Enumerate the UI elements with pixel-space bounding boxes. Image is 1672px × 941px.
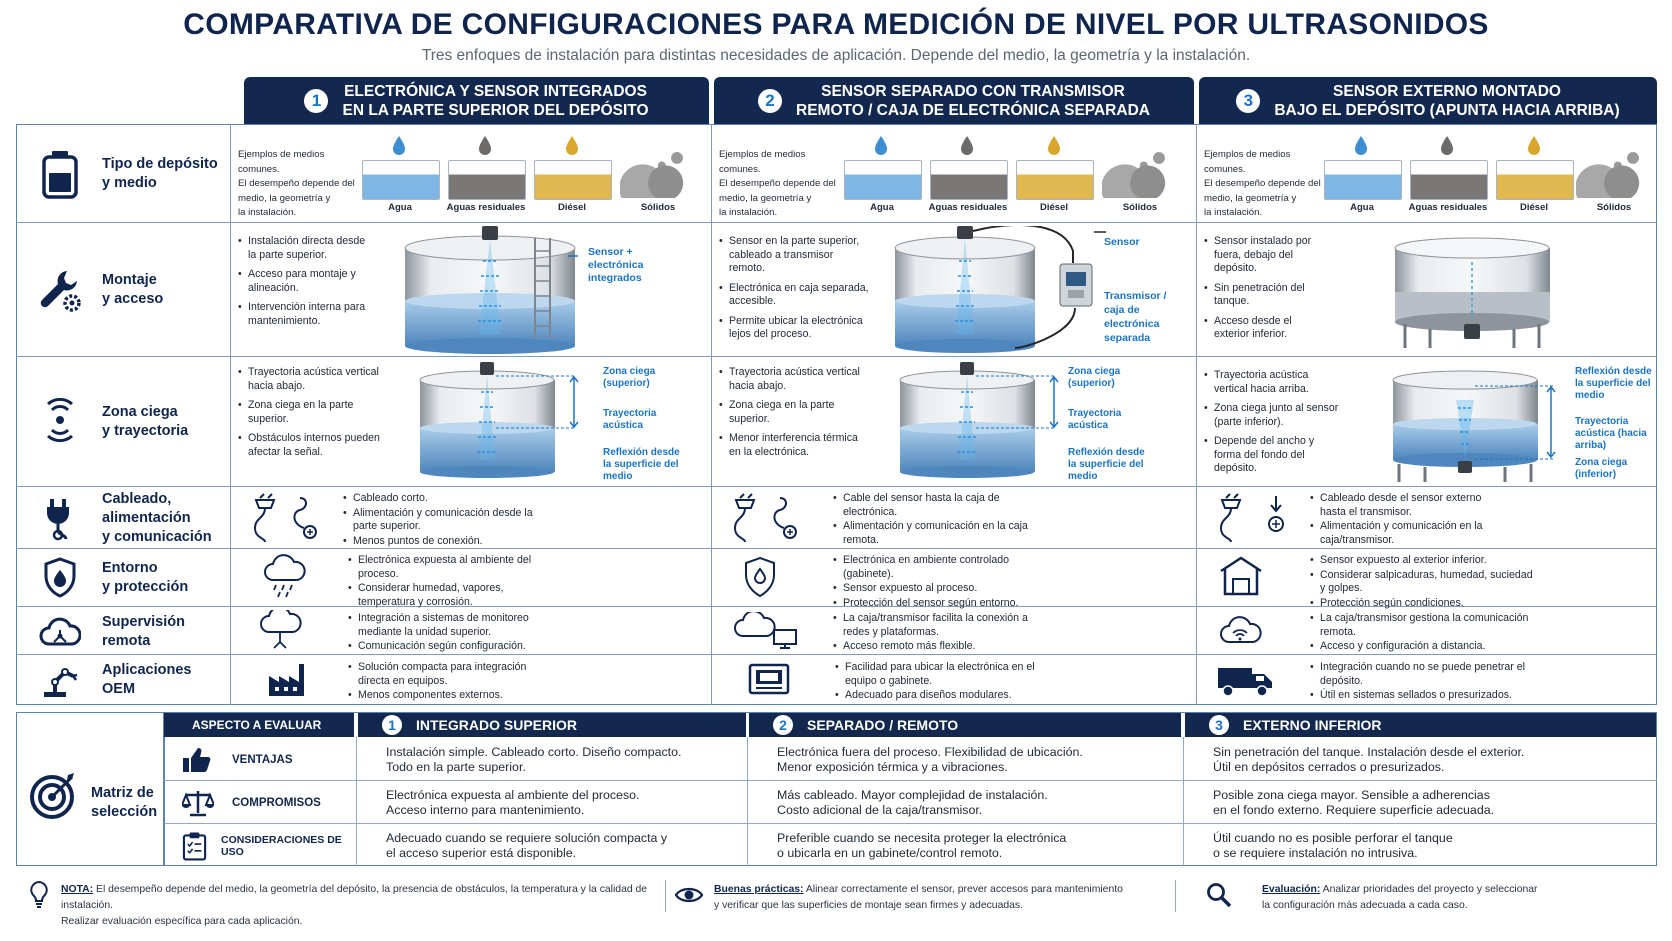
list-item: • Útil en sistemas sellados o presurizados. xyxy=(1310,689,1560,703)
diesel-swatch xyxy=(1016,160,1094,200)
diesel-swatch xyxy=(1496,160,1574,200)
water-swatch xyxy=(362,160,440,200)
cloud-wifi-icon xyxy=(1218,612,1264,650)
media-label: Diésel xyxy=(1520,202,1548,213)
media-intro xyxy=(238,148,356,221)
list-item: • Electrónica en ambiente controlado (gabinete). xyxy=(833,554,1053,581)
wastewater-drop-icon xyxy=(1440,136,1454,156)
matrix-cell xyxy=(1213,831,1653,861)
media-intro-line: Ejemplos de medios comunes. xyxy=(238,149,325,175)
media-label: Aguas residuales xyxy=(446,202,526,213)
aspect-header xyxy=(164,713,354,737)
list-item: • Trayectoria acústica vertical hacia arriba. xyxy=(1204,369,1344,396)
footer-eval-label: Evaluación: xyxy=(1262,884,1321,895)
list-item: • Intervención interna para mantenimiento. xyxy=(238,301,368,328)
media-label: Aguas residuales xyxy=(1408,202,1488,213)
matrix-col-header-3 xyxy=(1185,713,1656,737)
column-number-badge: 3 xyxy=(1236,89,1260,113)
matrix-cell-line: Preferible cuando se necesita proteger la electrónica xyxy=(777,831,1067,845)
list-item: • Acceso y configuración a distancia. xyxy=(1310,640,1540,654)
list-item: • Sensor expuesto al exterior inferior. xyxy=(1310,554,1540,568)
supervision-bullets-c1 xyxy=(348,612,548,655)
list-item: • Alimentación y comunicación en la caja remota. xyxy=(833,520,1033,547)
media-intro-line: El desempeño depende del xyxy=(1204,178,1321,189)
list-item: • Trayectoria acústica vertical hacia abajo. xyxy=(719,366,864,393)
matrix-cell-line: Útil cuando no es posible perforar el tanque xyxy=(1213,831,1453,845)
media-intro xyxy=(1204,148,1322,221)
matrix-divider xyxy=(747,737,748,866)
matrix-row-compromisos xyxy=(182,786,362,820)
reflection-label: Reflexión desde la superficie del medio xyxy=(1068,447,1145,482)
column-header-1 xyxy=(244,77,709,124)
grid-divider xyxy=(16,486,1657,487)
wastewater-swatch xyxy=(448,160,526,200)
zona-bullets-c2 xyxy=(719,366,864,465)
acoustic-path-label: Trayectoria acústica (hacia arriba) xyxy=(1575,416,1647,451)
matrix-cell-line: Costo adicional de la caja/transmisor. xyxy=(777,803,983,817)
eye-icon xyxy=(674,885,704,905)
list-item: • Cable del sensor hasta la caja de electrónica. xyxy=(833,492,1033,519)
list-item: • Protección según condiciones. xyxy=(1310,597,1540,611)
matrix-cell xyxy=(777,745,1177,775)
wrench-gear-icon xyxy=(32,265,88,315)
media-intro-line: Ejemplos de medios comunes. xyxy=(1204,149,1291,175)
montaje-bullets-c2 xyxy=(719,235,869,348)
diesel-drop-icon xyxy=(565,136,579,156)
balance-scale-icon xyxy=(182,789,214,817)
matrix-cell-line: Más cableado. Mayor complejidad de instalación. xyxy=(777,788,1048,802)
row-label-text: Zona ciega xyxy=(102,404,178,420)
row-label-tipo xyxy=(16,128,230,220)
diesel-swatch xyxy=(534,160,612,200)
list-item: • Acceso remoto más flexible. xyxy=(833,640,1043,654)
footer-divider xyxy=(665,880,666,912)
list-item: • La caja/transmisor facilita la conexión a redes y plataformas. xyxy=(833,612,1043,639)
media-label: Diésel xyxy=(558,202,586,213)
blind-zone-top-illustration-c2 xyxy=(890,362,1065,484)
row-label-oem xyxy=(16,656,230,704)
reflection-label: Reflexión desde la superficie del medio xyxy=(603,447,680,482)
oem-bullets-c3 xyxy=(1310,661,1560,704)
cableado-bullets-c1 xyxy=(343,492,543,549)
media-label: Agua xyxy=(870,202,894,213)
media-intro-line: medio, la geometría y xyxy=(719,192,812,204)
matrix-number-badge: 2 xyxy=(773,715,793,735)
matrix-divider xyxy=(1183,737,1184,866)
row-label-cableado xyxy=(16,489,230,547)
acoustic-path-label: Trayectoria acústica xyxy=(1068,408,1122,431)
matrix-cell-line: Menor exposición térmica y a vibraciones. xyxy=(777,760,1008,774)
grid-divider xyxy=(230,124,231,705)
footer-practices-text: Alinear correctamente el sensor, prever accesos para mantenimiento xyxy=(803,884,1123,895)
checklist-icon xyxy=(182,831,207,861)
list-item: • Acceso desde el exterior inferior. xyxy=(1204,315,1329,342)
list-item: • Solución compacta para integración directa en equipos. xyxy=(348,661,558,688)
plug-cable-icons-c3 xyxy=(1216,492,1296,544)
list-item: • Permite ubicar la electrónica lejos del proceso. xyxy=(719,315,869,342)
aspect-header-text: ASPECTO A EVALUAR xyxy=(192,718,322,732)
oem-bullets-c2 xyxy=(835,661,1055,704)
media-set xyxy=(1322,136,1652,216)
matrix-row-ventajas xyxy=(182,743,362,777)
matrix-title xyxy=(91,784,157,822)
media-intro-line: la instalación. xyxy=(719,207,778,218)
column-header-3 xyxy=(1199,77,1657,124)
grid-divider xyxy=(16,222,1657,223)
cableado-bullets-c2 xyxy=(833,492,1033,548)
media-label: Agua xyxy=(1350,202,1374,213)
supervision-bullets-c3 xyxy=(1310,612,1540,655)
list-item: • Alimentación y comunicación desde la parte superior. xyxy=(343,507,543,534)
supervision-bullets-c2 xyxy=(833,612,1043,655)
media-intro-line: la instalación. xyxy=(1204,207,1263,218)
matrix-col-title: SEPARADO / REMOTO xyxy=(807,717,959,733)
blind-zone-label: Zona ciega (superior) xyxy=(603,366,656,389)
column-title-line: REMOTO / CAJA DE ELECTRÓNICA SEPARADA xyxy=(796,101,1150,119)
rain-cloud-icon xyxy=(262,554,310,598)
oem-bullets-c1 xyxy=(348,661,558,704)
diesel-drop-icon xyxy=(1527,136,1541,156)
matrix-cell xyxy=(386,745,741,775)
wastewater-swatch xyxy=(930,160,1008,200)
list-item: • Protección del sensor según entorno. xyxy=(833,597,1053,611)
row-label-text: Entorno xyxy=(102,559,158,576)
media-set xyxy=(360,136,700,216)
media-intro-line: medio, la geometría y xyxy=(238,192,331,204)
zona-bullets-c1 xyxy=(238,366,383,465)
montaje-bullets-c1 xyxy=(238,235,368,334)
matrix-cell-line: el acceso superior está disponible. xyxy=(386,846,577,860)
matrix-cell-line: Electrónica expuesta al ambiente del proceso. xyxy=(386,788,640,802)
water-drop-icon xyxy=(1354,136,1368,156)
media-intro-line: medio, la geometría y xyxy=(1204,192,1297,204)
column-title-line: ELECTRÓNICA Y SENSOR INTEGRADOS xyxy=(344,82,647,100)
factory-icon xyxy=(266,660,306,698)
cableado-bullets-c3 xyxy=(1310,492,1510,548)
matrix-cell-line: Electrónica fuera del proceso. Flexibilidad de ubicación. xyxy=(777,745,1083,759)
zona-bullets-c3 xyxy=(1204,369,1344,482)
list-item: • Depende del ancho y forma del fondo del depósito. xyxy=(1204,435,1344,476)
matrix-cell-line: Todo en la parte superior. xyxy=(386,760,526,774)
matrix-col-title: INTEGRADO SUPERIOR xyxy=(416,717,578,733)
diesel-drop-icon xyxy=(1047,136,1061,156)
column-title-line: BAJO EL DEPÓSITO (APUNTA HACIA ARRIBA) xyxy=(1274,101,1620,119)
row-label-text: y protección xyxy=(102,578,189,595)
list-item: • Comunicación según configuración. xyxy=(348,640,548,654)
row-label-zona xyxy=(16,360,230,484)
media-label: Aguas residuales xyxy=(928,202,1008,213)
media-label: Sólidos xyxy=(1122,202,1158,213)
control-panel-icon xyxy=(748,663,790,695)
list-item: • Zona ciega junto al sensor (parte inferior). xyxy=(1204,402,1344,429)
grid-divider xyxy=(711,124,712,705)
page-title: COMPARATIVA DE CONFIGURACIONES PARA MEDICIÓN DE NIVEL POR ULTRASONIDOS xyxy=(183,8,1489,41)
media-intro-line: El desempeño depende del xyxy=(719,178,836,189)
list-item: • Menos puntos de conexión. xyxy=(343,535,543,549)
row-label-entorno xyxy=(16,550,230,605)
list-item: • Menor interferencia térmica en la electrónica. xyxy=(719,432,864,459)
wastewater-swatch xyxy=(1410,160,1488,200)
list-item: • Electrónica expuesta al ambiente del proceso. xyxy=(348,554,548,581)
truck-icon xyxy=(1216,664,1276,698)
matrix-cell-line: Sin penetración del tanque. Instalación desde el exterior. xyxy=(1213,745,1525,759)
row-label-text: y comunicación xyxy=(102,528,212,545)
target-icon xyxy=(28,771,78,821)
matrix-title-line: selección xyxy=(91,804,158,820)
row-label-text: remota xyxy=(102,632,151,649)
list-item: • Sin penetración del tanque. xyxy=(1204,282,1329,309)
wastewater-drop-icon xyxy=(478,136,492,156)
row-label-text: y trayectoria xyxy=(102,423,189,439)
signal-waves-icon xyxy=(32,397,88,447)
list-item: • Integración a sistemas de monitoreo mediante la unidad superior. xyxy=(348,612,548,639)
water-drop-icon xyxy=(392,136,406,156)
shield-icon xyxy=(740,555,780,599)
list-item: • Zona ciega en la parte superior. xyxy=(238,399,383,426)
matrix-cell xyxy=(1213,745,1653,775)
list-item: • Considerar salpicaduras, humedad, suciedad y golpes. xyxy=(1310,569,1540,596)
list-item: • Obstáculos internos pueden afectar la señal. xyxy=(238,432,383,459)
solids-swatch xyxy=(1102,148,1178,198)
lightbulb-icon xyxy=(28,880,50,910)
wastewater-drop-icon xyxy=(960,136,974,156)
water-swatch xyxy=(844,160,922,200)
matrix-row-label: COMPROMISOS xyxy=(232,797,321,809)
row-label-text: y medio xyxy=(102,175,157,191)
acoustic-path-label: Trayectoria acústica xyxy=(603,408,657,431)
matrix-col-header-2 xyxy=(749,713,1181,737)
matrix-col-title: EXTERNO INFERIOR xyxy=(1243,717,1382,733)
row-label-text: Montaje xyxy=(102,272,157,288)
footer-eval-text: Analizar prioridades del proyecto y seleccionar xyxy=(1320,884,1538,895)
tank-external-bottom-illustration xyxy=(1385,232,1560,352)
matrix-cell-line: o ubicarla en un gabinete/control remoto. xyxy=(777,846,1003,860)
matrix-cell xyxy=(1213,788,1653,818)
blind-zone-bottom-illustration xyxy=(1385,364,1560,484)
column-number-badge: 2 xyxy=(758,89,782,113)
shelter-icon xyxy=(1218,555,1264,597)
list-item: • Alimentación y comunicación en la caja/transmisor. xyxy=(1310,520,1510,547)
media-intro-line: Ejemplos de medios comunes. xyxy=(719,149,806,175)
matrix-divider xyxy=(164,823,1657,824)
list-item: • Integración cuando no se puede penetrar el depósito. xyxy=(1310,661,1560,688)
tank-integrated-top-illustration xyxy=(395,226,585,354)
grid-divider xyxy=(16,548,1657,549)
solids-swatch xyxy=(620,148,696,198)
matrix-cell xyxy=(386,831,741,861)
footer-practices xyxy=(714,882,1164,914)
list-item: • Trayectoria acústica vertical hacia abajo. xyxy=(238,366,383,393)
tank-separate-transmitter-illustration xyxy=(890,226,1110,354)
matrix-cell xyxy=(777,831,1177,861)
thumbs-up-icon xyxy=(182,746,212,774)
list-item: • Sensor en la parte superior, cableado a transmisor remoto. xyxy=(719,235,869,276)
footer-practices-text: y verificar que las superficies de montaje sean firmes y adecuadas. xyxy=(714,900,1023,911)
entorno-bullets-c2 xyxy=(833,554,1053,611)
page-subtitle: Tres enfoques de instalación para distintas necesidades de aplicación. Depende del medio, la geometría y la instalación. xyxy=(421,47,1251,64)
media-intro-line: la instalación. xyxy=(238,207,297,218)
shield-drop-icon xyxy=(32,553,88,603)
row-label-text: OEM xyxy=(102,681,136,697)
blind-zone-label: Zona ciega (superior) xyxy=(1068,366,1121,389)
reflection-label: Reflexión desde la superficie del medio xyxy=(1575,366,1652,401)
cloud-network-icon xyxy=(32,607,88,657)
solids-swatch xyxy=(1576,148,1652,198)
list-item: • Sensor expuesto al proceso. xyxy=(833,582,1053,596)
transmitter-callout: Transmisor / caja de electrónica separada xyxy=(1104,290,1167,344)
list-item: • Instalación directa desde la parte superior. xyxy=(238,235,368,262)
row-label-text: y acceso xyxy=(102,291,164,307)
media-label: Agua xyxy=(388,202,412,213)
list-item: • Sensor instalado por fuera, debajo del depósito. xyxy=(1204,235,1329,276)
entorno-bullets-c3 xyxy=(1310,554,1540,611)
tank-icon xyxy=(32,149,88,199)
integrated-sensor-callout: Sensor + electrónica integrados xyxy=(588,246,644,284)
plug-cable-icons-c2 xyxy=(730,492,810,544)
matrix-number-badge: 3 xyxy=(1209,715,1229,735)
cloud-computer-icon xyxy=(732,612,800,652)
plug-cable-icon xyxy=(32,493,88,543)
list-item: • Zona ciega en la parte superior. xyxy=(719,399,864,426)
list-item: • Menos componentes externos. xyxy=(348,689,558,703)
magnifier-icon xyxy=(1206,882,1232,908)
grid-divider xyxy=(1196,124,1197,705)
row-label-text: Aplicaciones xyxy=(102,662,192,678)
entorno-bullets-c1 xyxy=(348,554,548,610)
list-item: • Facilidad para ubicar la electrónica en el equipo o gabinete. xyxy=(835,661,1055,688)
matrix-row-label: VENTAJAS xyxy=(232,754,293,766)
matrix-cell xyxy=(386,788,741,818)
matrix-cell-line: Instalación simple. Cableado corto. Diseño compacto. xyxy=(386,745,682,759)
row-label-text: Supervisión xyxy=(102,613,185,630)
matrix-cell-line: Útil en depósitos cerrados o presurizados. xyxy=(1213,760,1445,774)
column-title-line: SENSOR EXTERNO MONTADO xyxy=(1333,82,1561,100)
matrix-title-line: Matriz de xyxy=(91,785,154,801)
row-label-montaje xyxy=(16,226,230,354)
matrix-number-badge: 1 xyxy=(382,715,402,735)
list-item: • Cableado desde el sensor externo hasta el transmisor. xyxy=(1310,492,1510,519)
footer-divider xyxy=(1175,880,1176,912)
list-item: • La caja/transmisor gestiona la comunicación remota. xyxy=(1310,612,1540,639)
matrix-cell-line: Posible zona ciega mayor. Sensible a adherencias xyxy=(1213,788,1490,802)
column-number-badge: 1 xyxy=(304,89,328,113)
robot-arm-icon xyxy=(32,655,88,705)
media-set xyxy=(842,136,1182,216)
matrix-cell-line: Adecuado cuando se requiere solución compacta y xyxy=(386,831,668,845)
list-item: • Cableado corto. xyxy=(343,492,543,506)
row-label-supervision xyxy=(16,609,230,654)
footer-note-label: NOTA: xyxy=(61,884,94,895)
water-swatch xyxy=(1324,160,1402,200)
plug-cable-icons-c1 xyxy=(250,492,330,544)
row-label-text: Cableado, alimentación xyxy=(102,490,191,526)
sensor-callout: Sensor xyxy=(1104,236,1140,248)
footer-practices-label: Buenas prácticas: xyxy=(714,884,804,895)
footer-note-text: Realizar evaluación específica para cada aplicación. xyxy=(61,916,303,927)
media-intro xyxy=(719,148,837,221)
list-item: • Acceso para montaje y alineación. xyxy=(238,268,368,295)
column-title-line: SENSOR SEPARADO CON TRANSMISOR xyxy=(821,82,1125,100)
matrix-cell-line: Acceso interno para mantenimiento. xyxy=(386,803,585,817)
matrix-divider xyxy=(164,780,1657,781)
row-label-text: Tipo de depósito xyxy=(102,156,218,172)
grid-divider xyxy=(16,356,1657,357)
matrix-col-header-1 xyxy=(358,713,746,737)
montaje-bullets-c3 xyxy=(1204,235,1329,348)
footer-note-text: El desempeño depende del medio, la geometría del depósito, la presencia de obstáculos, la temperatura y la calidad de instalación. xyxy=(61,884,648,911)
column-title-line: EN LA PARTE SUPERIOR DEL DEPÓSITO xyxy=(342,101,649,119)
list-item: • Adecuado para diseños modulares. xyxy=(835,689,1055,703)
matrix-cell-line: o se requiere instalación no intrusiva. xyxy=(1213,846,1418,860)
blind-zone-top-illustration-c1 xyxy=(410,362,585,484)
footer-eval-text: la configuración más adecuada a cada caso. xyxy=(1262,900,1468,911)
matrix-row-label: CONSIDERACIONES DE USO xyxy=(221,834,342,858)
water-drop-icon xyxy=(874,136,888,156)
media-label: Sólidos xyxy=(640,202,676,213)
matrix-cell-line: en el fondo externo. Requiere superficie adecuada. xyxy=(1213,803,1495,817)
column-header-2 xyxy=(714,77,1194,124)
list-item: • Considerar humedad, vapores, temperatura y corrosión. xyxy=(348,582,548,609)
list-item: • Electrónica en caja separada, accesible. xyxy=(719,282,869,309)
media-intro-line: El desempeño depende del xyxy=(238,178,355,189)
cloud-monitor-icon xyxy=(258,610,304,654)
footer-evaluation xyxy=(1262,882,1652,914)
blind-zone-label: Zona ciega (inferior) xyxy=(1575,457,1628,480)
media-label: Sólidos xyxy=(1596,202,1632,213)
matrix-row-consideraciones xyxy=(182,829,362,863)
media-label: Diésel xyxy=(1040,202,1068,213)
matrix-cell xyxy=(777,788,1177,818)
footer-note xyxy=(61,882,661,930)
